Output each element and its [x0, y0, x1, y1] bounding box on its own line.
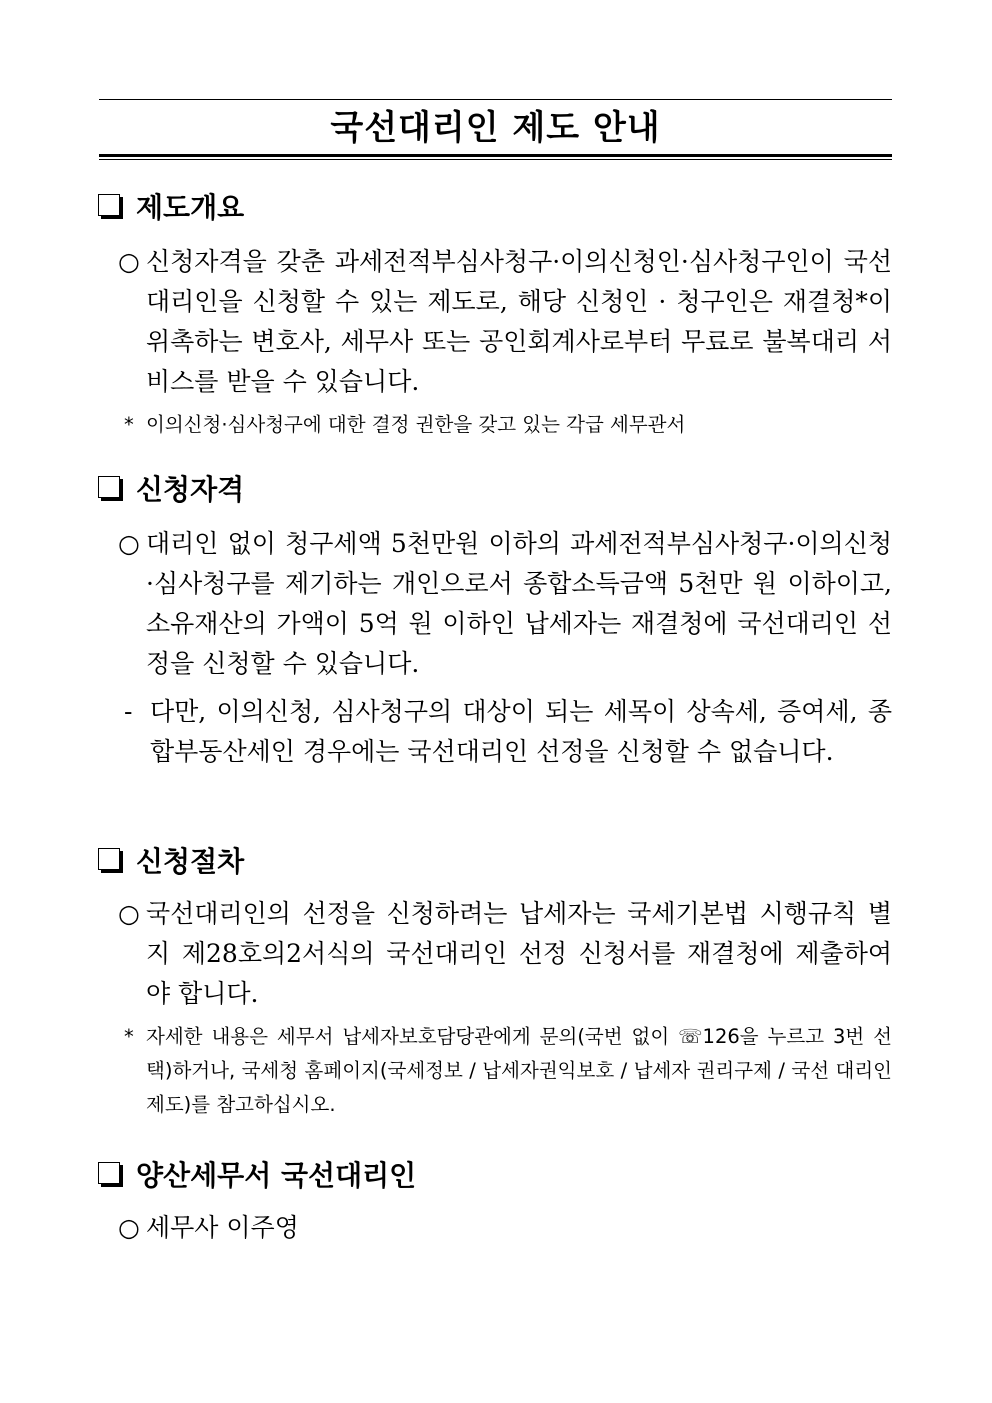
asterisk-icon: *	[124, 1025, 134, 1048]
representative-paragraph	[118, 1208, 892, 1248]
section-heading-eligibility	[98, 468, 244, 508]
circle-bullet-icon: ○	[118, 247, 140, 276]
page-title: 국선대리인 제도 안내	[330, 108, 661, 148]
section-heading-label: 신청자격	[136, 473, 245, 506]
circle-bullet-icon: ○	[118, 1213, 140, 1242]
section-heading-label: 신청절차	[136, 845, 245, 878]
title-block	[99, 99, 892, 160]
checkbox-square-icon	[98, 1162, 120, 1184]
procedure-note	[124, 1020, 892, 1122]
section-heading-procedure	[98, 840, 244, 880]
procedure-paragraph	[118, 894, 892, 1014]
section-heading-label: 양산세무서 국선대리인	[136, 1159, 417, 1192]
overview-note	[124, 408, 892, 442]
overview-note-text: 이의신청·심사청구에 대한 결정 권한을 갖고 있는 각급 세무관서	[146, 413, 686, 436]
procedure-paragraph-text: 국선대리인의 선정을 신청하려는 납세자는 국세기본법 시행규칙 별지 제28호의2서식의 국선대리인 선정 신청서를 재결청에 제출하여야 합니다.	[146, 899, 892, 1008]
checkbox-square-icon	[98, 476, 120, 498]
overview-paragraph	[118, 242, 892, 402]
eligibility-paragraph-text: 대리인 없이 청구세액 5천만원 이하의 과세전적부심사청구·이의신청·심사청구를 제기하는 개인으로서 종합소득금액 5천만 원 이하이고, 소유재산의 가액이 5억 원 이하인 납세자는 재결청에 국선대리인 선정을 신청할 수 있습니다.	[146, 529, 892, 678]
representative-name-text: 세무사 이주영	[146, 1213, 299, 1242]
section-heading-tax-office-representative	[98, 1154, 416, 1194]
title-rule-bottom-thin	[99, 159, 892, 160]
overview-paragraph-text: 신청자격을 갖춘 과세전적부심사청구·이의신청인·심사청구인이 국선대리인을 신청할 수 있는 제도로, 해당 신청인 · 청구인은 재결청*이 위촉하는 변호사, 세무사 또는 공인회계사로부터 무료로 불복대리 서비스를 받을 수 있습니다.	[146, 247, 892, 396]
circle-bullet-icon: ○	[118, 899, 140, 928]
dash-bullet-icon: -	[124, 697, 133, 726]
checkbox-square-icon	[98, 848, 120, 870]
checkbox-square-icon	[98, 194, 120, 216]
section-heading-label: 제도개요	[136, 191, 245, 224]
circle-bullet-icon: ○	[118, 529, 140, 558]
title-rule-bottom-thick	[99, 154, 892, 157]
asterisk-icon: *	[124, 413, 134, 436]
eligibility-exception	[124, 692, 892, 772]
eligibility-exception-text: 다만, 이의신청, 심사청구의 대상이 되는 세목이 상속세, 증여세, 종합부동산세인 경우에는 국선대리인 선정을 신청할 수 없습니다.	[150, 697, 892, 766]
procedure-note-text: 자세한 내용은 세무서 납세자보호담당관에게 문의(국번 없이 ☏126을 누르고 3번 선택)하거나, 국세청 홈페이지(국세정보 / 납세자권익보호 / 납세자 권리구제 / 국선 대리인 제도)를 참고하십시오.	[146, 1025, 892, 1116]
section-heading-overview	[98, 186, 244, 226]
eligibility-paragraph	[118, 524, 892, 684]
